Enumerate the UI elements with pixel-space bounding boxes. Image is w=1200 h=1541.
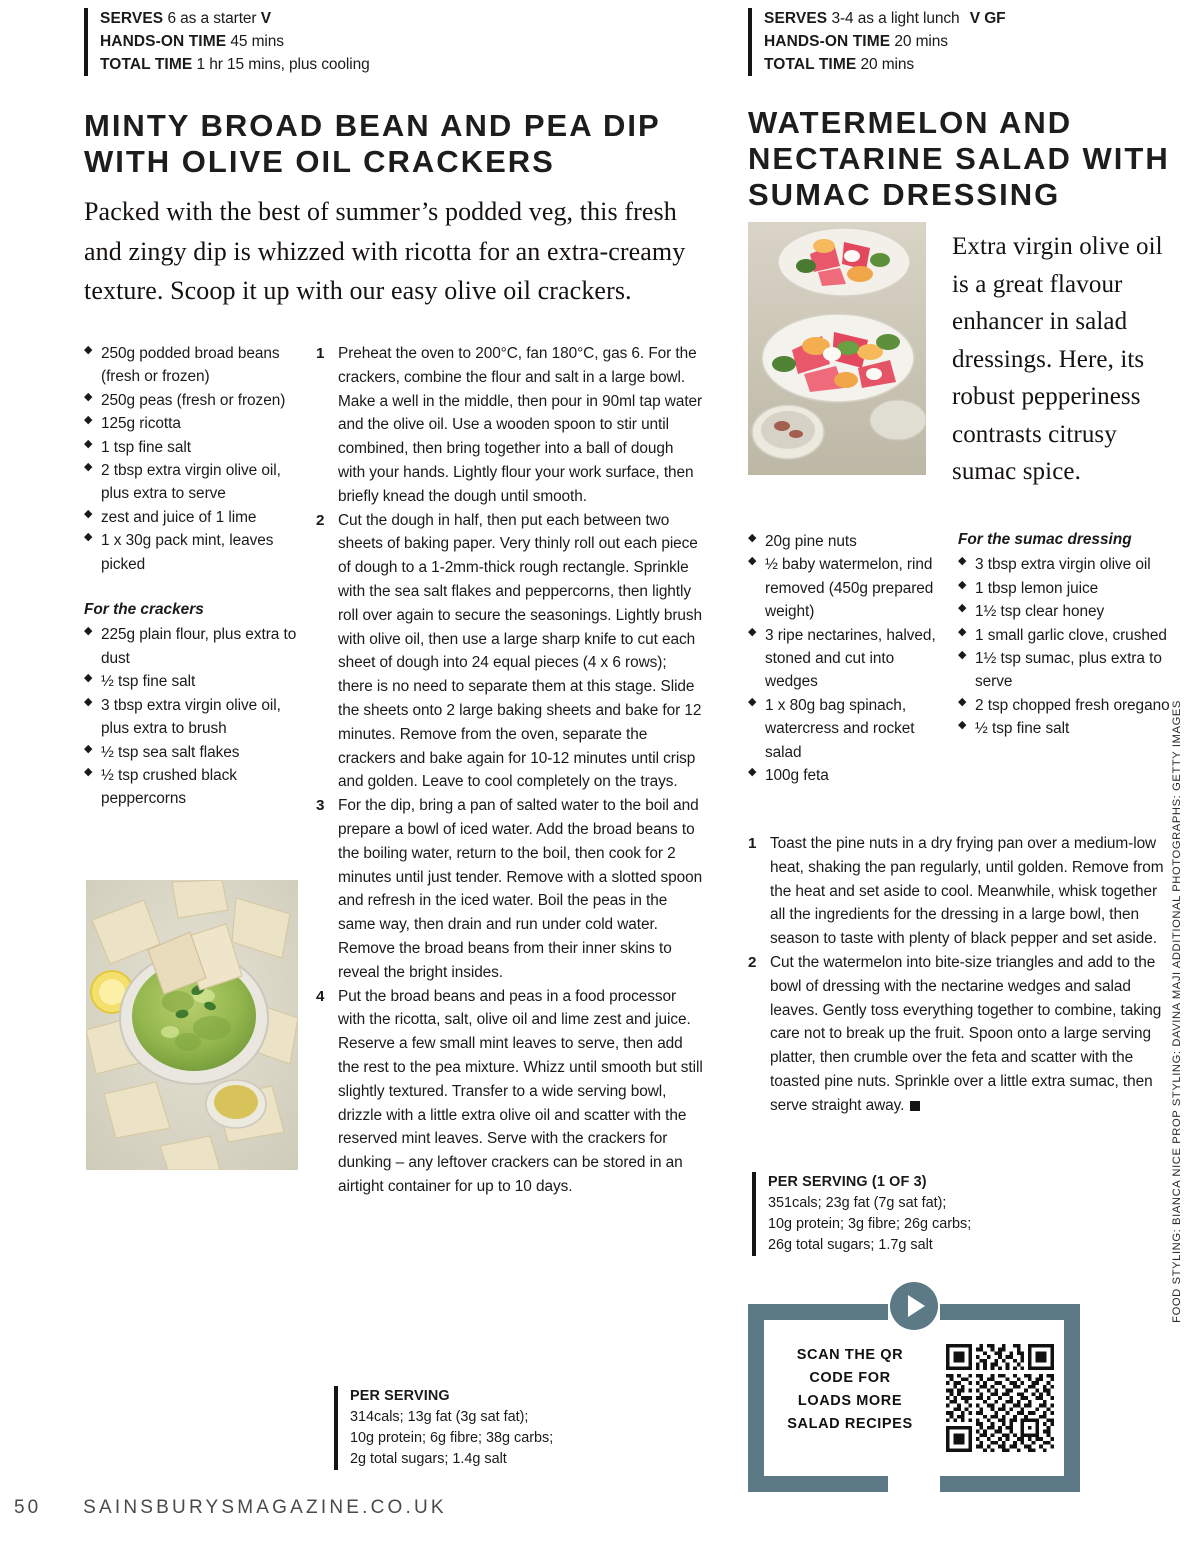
serves-label: SERVES <box>764 10 828 27</box>
ingredient-text: ½ tsp fine salt <box>975 720 1070 738</box>
serves-line-right <box>764 8 1006 31</box>
ingredient-text: zest and juice of 1 lime <box>101 508 257 526</box>
ingredient-text: ½ tsp sea salt flakes <box>101 743 240 761</box>
total-time-value: 1 hr 15 mins, plus cooling <box>196 55 370 73</box>
diamond-bullet-icon: ◆ <box>84 461 93 474</box>
list-item <box>84 412 304 435</box>
diamond-bullet-icon: ◆ <box>84 765 93 778</box>
recipe-meta-left <box>84 8 370 76</box>
diamond-bullet-icon: ◆ <box>84 390 93 403</box>
ingredient-text: 3 ripe nectarines, halved, stoned and cut into wedges <box>765 626 936 691</box>
hands-on-value: 45 mins <box>230 32 284 50</box>
hands-on-label: HANDS-ON TIME <box>764 32 891 50</box>
diamond-bullet-icon: ◆ <box>748 555 757 568</box>
list-item <box>958 600 1170 623</box>
list-item <box>84 459 304 506</box>
diamond-bullet-icon: ◆ <box>748 695 757 708</box>
ingredient-text: ½ tsp fine salt <box>101 673 196 691</box>
method-left <box>316 342 704 1199</box>
ingredients-right <box>748 530 938 787</box>
list-item <box>958 694 1170 717</box>
list-item <box>84 764 304 811</box>
step-list-right <box>748 832 1176 1118</box>
serves-line-left <box>100 8 370 31</box>
step-text: For the dip, bring a pan of salted water to the boil and prepare a bowl of iced water. Add the broad beans to the boiling water, return to the boil, then cook for 2 minutes until just tender. Remove with a slotted spoon and refresh in the iced water. Boil the peas in the same way, then drain and run under cold water. Remove the broad beans from their inner skins to reveal the bright insides. <box>338 797 703 981</box>
total-time-value: 20 mins <box>860 55 915 73</box>
ingredient-text: 20g pine nuts <box>765 533 857 550</box>
serves-label: SERVES <box>100 10 164 27</box>
promo-line-4: SALAD RECIPES <box>787 1415 913 1432</box>
list-item <box>748 530 938 553</box>
ingredient-text: 1 x 30g pack mint, leaves picked <box>101 532 274 573</box>
total-time-line-left <box>100 54 370 77</box>
diamond-bullet-icon: ◆ <box>958 695 967 708</box>
promo-line-3: LOADS MORE <box>797 1392 903 1409</box>
list-item <box>748 553 938 623</box>
step-text: Toast the pine nuts in a dry frying pan over a medium-low heat, shaking the pan regularly, until golden. Remove from the heat and set aside to cool. Meanwhile, whisk together all the ingredients for the dressing in a large bowl, then season to taste with plenty of black pepper and set aside. <box>770 835 1164 948</box>
diamond-bullet-icon: ◆ <box>748 766 757 779</box>
list-item <box>958 624 1170 647</box>
step-text: Preheat the oven to 200°C, fan 180°C, gas 6. For the crackers, combine the flour and salt in a large bowl. Make a well in the middle, then pour in 90ml tap water and the olive oil. Use a wooden spoon to stir until combined, then bring together into a ball of dough with your hands. Lightly flour your work surface, then briefly knead the dough until smooth. <box>338 345 703 505</box>
total-time-line-right <box>764 54 1006 77</box>
recipe-title-left: MINTY BROAD BEAN AND PEA DIP WITH OLIVE OIL CRACKERS <box>84 108 661 179</box>
method-right <box>748 832 1176 1118</box>
ingredient-text: 1½ tsp clear honey <box>975 603 1105 621</box>
diamond-bullet-icon: ◆ <box>84 742 93 755</box>
diet-badge: V GF <box>969 10 1006 27</box>
ingredient-text: 2 tbsp extra virgin olive oil, plus extra to serve <box>101 462 281 503</box>
qr-code-icon[interactable] <box>946 1344 1054 1452</box>
diamond-bullet-icon: ◆ <box>958 555 967 568</box>
list-item <box>84 506 304 529</box>
diamond-bullet-icon: ◆ <box>84 344 93 356</box>
end-of-article-mark <box>910 1101 920 1111</box>
recipe-title-right: WATERMELON AND NECTARINE SALAD WITH SUMAC DRESSING <box>748 105 1170 212</box>
ingredient-text: 1½ tsp sumac, plus extra to serve <box>975 650 1162 691</box>
standfirst-left: Packed with the best of summer’s podded veg, this fresh and zingy dip is whizzed with ricotta for an extra-creamy texture. Scoop it up with our easy olive oil crackers. <box>84 197 686 306</box>
list-item <box>84 342 304 389</box>
dip-photo <box>86 880 298 1170</box>
list-item <box>84 436 304 459</box>
nutrition-line-3: 2g total sugars; 1.4g salt <box>350 1450 507 1467</box>
total-time-label: TOTAL TIME <box>100 55 193 73</box>
ingredients-subheading-left: For the crackers <box>84 601 204 619</box>
step-text: Cut the watermelon into bite-size triangles and add to the bowl of dressing with the nectarine wedges and salad leaves. Gently toss everything together to combine, taking care not to break up the fruit. Spoon onto a large serving platter, then crumble over the feta and scatter with the toasted pine nuts. Sprinkle over a little extra sumac, then serve straight away. <box>770 953 1162 1114</box>
ingredient-text: ½ tsp crushed black peppercorns <box>101 766 237 808</box>
ingredient-text: 3 tbsp extra virgin olive oil <box>975 556 1151 574</box>
step-item <box>316 342 704 509</box>
list-item <box>84 694 304 741</box>
step-number: 3 <box>316 797 325 815</box>
diet-badge: V <box>260 10 271 27</box>
ingredient-text: 2 tsp chopped fresh oregano <box>975 696 1170 714</box>
nutrition-line-3: 26g total sugars; 1.7g salt <box>768 1236 933 1253</box>
step-number: 4 <box>316 987 325 1005</box>
step-number: 1 <box>316 345 325 362</box>
diamond-bullet-icon: ◆ <box>958 578 967 591</box>
dressing-ingredients-right <box>958 528 1170 741</box>
qr-promo-panel[interactable] <box>748 1282 1080 1492</box>
ingredient-text: 1 small garlic clove, crushed <box>975 626 1167 644</box>
step-text: Put the broad beans and peas in a food processor with the ricotta, salt, olive oil and lime zest and juice. Reserve a few small mint leaves to serve, then add the rest to the pea mixture. Whizz until smooth but still slightly textured. Transfer to a wide serving bowl, drizzle with a little extra olive oil and scatter with the reserved mint leaves. Serve with the crackers for dunking – any leftover crackers can be stored in an airtight container for up to 10 days. <box>338 987 703 1195</box>
step-item <box>316 985 704 1199</box>
list-item <box>748 694 938 764</box>
ingredient-text: 100g feta <box>765 767 829 785</box>
salad-photo <box>748 222 926 475</box>
diamond-bullet-icon: ◆ <box>84 531 93 544</box>
ingredients-left <box>84 342 304 811</box>
list-item <box>958 717 1170 740</box>
list-item <box>84 389 304 412</box>
total-time-label: TOTAL TIME <box>764 55 857 73</box>
ingredient-list-main-right <box>748 530 938 787</box>
list-item <box>748 764 938 787</box>
serves-value: 6 as a starter <box>167 10 257 27</box>
page-number: 50 <box>14 1497 42 1518</box>
diamond-bullet-icon: ◆ <box>84 672 93 685</box>
diamond-bullet-icon: ◆ <box>748 532 757 544</box>
promo-text <box>770 1344 930 1436</box>
ingredient-text: 250g peas (fresh or frozen) <box>101 391 286 409</box>
ingredient-text: 250g podded broad beans (fresh or frozen) <box>101 345 280 386</box>
ingredient-list-main-left <box>84 342 304 576</box>
list-item <box>84 741 304 764</box>
step-item <box>748 951 1176 1118</box>
diamond-bullet-icon: ◆ <box>958 602 967 615</box>
ingredient-text: 1 tsp fine salt <box>101 438 191 456</box>
list-item <box>958 553 1170 576</box>
step-text: Cut the dough in half, then put each between two sheets of baking paper. Very thinly roll out each piece of dough to a 1-2mm-thick rough rectangle. Sprinkle with the sea salt flakes and peppercorns, then lightly roll over again to secure the seasonings. Lightly brush with olive oil, then use a large sharp knife to cut each sheet of dough into 24 equal pieces (4 x 6 rows); there is no need to separate them at this stage. Slide the sheets onto 2 large baking sheets and bake for 12 minutes. Remove from the oven, separate the crackers and bake again for 10-12 minutes until crisp and golden. Leave to cool completely on the trays. <box>338 511 703 791</box>
website-url: SAINSBURYSMAGAZINE.CO.UK <box>83 1497 447 1518</box>
hands-on-label: HANDS-ON TIME <box>100 32 227 50</box>
step-number: 2 <box>748 953 757 971</box>
diamond-bullet-icon: ◆ <box>748 625 757 638</box>
nutrition-right <box>752 1172 1068 1256</box>
photo-credit: FOOD STYLING: BIANCA NICE PROP STYLING: DAVINA MAJI ADDITIONAL PHOTOGRAPHS: GETTY IMAGES <box>1171 700 1183 1323</box>
ingredient-text: 125g ricotta <box>101 415 181 433</box>
diamond-bullet-icon: ◆ <box>84 507 93 520</box>
step-item <box>316 509 704 795</box>
nutrition-left <box>334 1386 650 1470</box>
step-number: 2 <box>316 511 325 529</box>
hands-on-line-right <box>764 31 1006 54</box>
diamond-bullet-icon: ◆ <box>958 649 967 662</box>
standfirst-right: Extra virgin olive oil is a great flavour enhancer in salad dressings. Here, its robust pepperiness contrasts citrusy sumac spice. <box>952 233 1163 485</box>
nutrition-heading: PER SERVING <box>350 1388 450 1404</box>
list-item <box>958 577 1170 600</box>
list-item <box>958 647 1170 694</box>
ingredient-text: ½ baby watermelon, rind removed (450g prepared weight) <box>765 556 934 621</box>
serves-value: 3-4 as a light lunch <box>831 10 960 27</box>
ingredients-subheading-right: For the sumac dressing <box>958 531 1132 548</box>
diamond-bullet-icon: ◆ <box>958 719 967 732</box>
nutrition-line-2: 10g protein; 3g fibre; 26g carbs; <box>768 1215 972 1232</box>
step-item <box>316 794 704 984</box>
hands-on-line-left <box>100 31 370 54</box>
list-item <box>748 624 938 694</box>
list-item <box>84 529 304 576</box>
page-footer <box>14 1497 447 1519</box>
salad-photo-illustration <box>748 222 926 475</box>
promo-line-1: SCAN THE QR <box>796 1347 904 1363</box>
step-item <box>748 832 1176 951</box>
dip-photo-illustration <box>86 880 298 1170</box>
play-icon[interactable] <box>890 1282 938 1330</box>
nutrition-line-1: 314cals; 13g fat (3g sat fat); <box>350 1408 529 1425</box>
ingredient-text: 1 tbsp lemon juice <box>975 579 1099 597</box>
ingredient-text: 1 x 80g bag spinach, watercress and rocket salad <box>765 696 915 761</box>
diamond-bullet-icon: ◆ <box>958 625 967 638</box>
diamond-bullet-icon: ◆ <box>84 414 93 427</box>
ingredient-list-sub-left <box>84 623 304 810</box>
qr-code-graphic <box>946 1344 1054 1452</box>
hands-on-value: 20 mins <box>894 32 948 50</box>
nutrition-heading: PER SERVING (1 OF 3) <box>768 1174 927 1190</box>
step-number: 1 <box>748 835 757 852</box>
list-item <box>84 670 304 693</box>
nutrition-line-2: 10g protein; 6g fibre; 38g carbs; <box>350 1429 554 1446</box>
ingredient-text: 225g plain flour, plus extra to dust <box>101 626 297 667</box>
diamond-bullet-icon: ◆ <box>84 695 93 708</box>
ingredient-text: 3 tbsp extra virgin olive oil, plus extra to brush <box>101 696 281 738</box>
diamond-bullet-icon: ◆ <box>84 625 93 638</box>
diamond-bullet-icon: ◆ <box>84 437 93 450</box>
recipe-meta-right <box>748 8 1006 76</box>
list-item <box>84 623 304 670</box>
ingredient-list-sub-right <box>958 553 1170 740</box>
step-list-left <box>316 342 704 1199</box>
nutrition-line-1: 351cals; 23g fat (7g sat fat); <box>768 1194 947 1211</box>
promo-line-2: CODE FOR <box>809 1369 891 1386</box>
